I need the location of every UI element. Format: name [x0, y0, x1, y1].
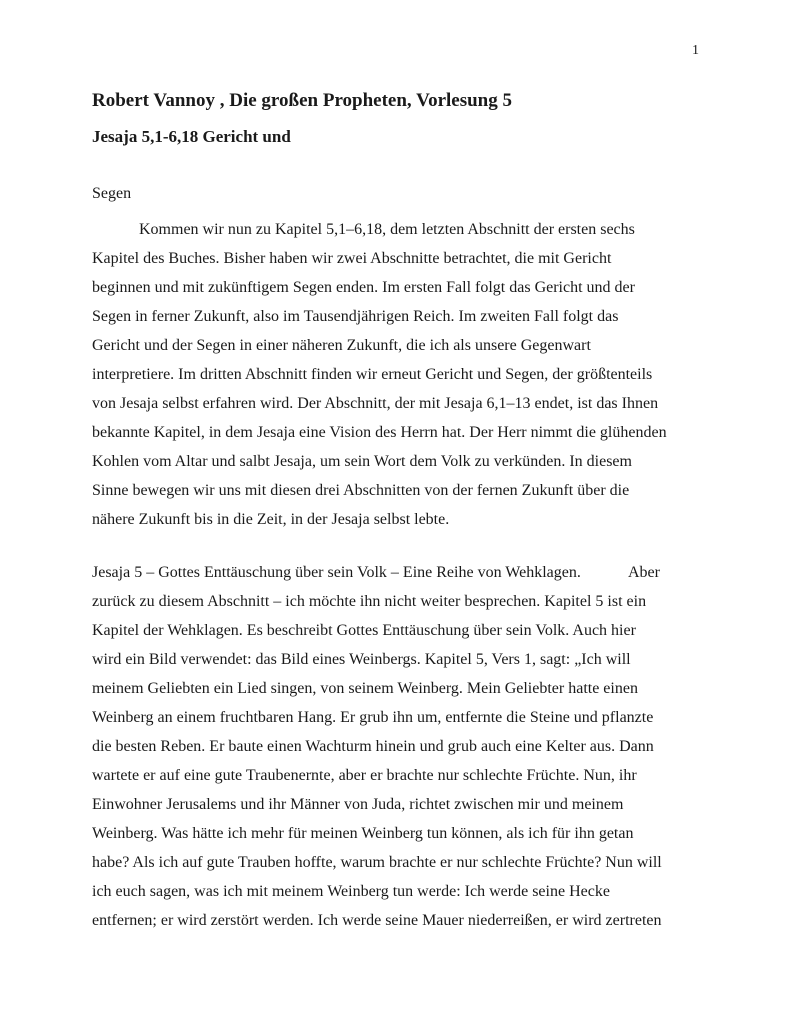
text-line: Weinberg an einem fruchtbaren Hang. Er grub ihn um, entfernte die Steine und pflanzte [92, 709, 654, 726]
text-line: ich euch sagen, was ich mit meinem Weinberg tun werde: Ich werde seine Hecke [92, 883, 610, 900]
text-line: nähere Zukunft bis in die Zeit, in der Jesaja selbst lebte. [92, 511, 450, 528]
text-line: habe? Als ich auf gute Trauben hoffte, warum brachte er nur schlechte Früchte? Nun will [92, 854, 662, 871]
text-line: wird ein Bild verwendet: das Bild eines Weinbergs. Kapitel 5, Vers 1, sagt: „Ich will [92, 651, 631, 668]
document-content [92, 0, 708, 935]
text-line: von Jesaja selbst erfahren wird. Der Abschnitt, der mit Jesaja 6,1–13 endet, ist das Ihnen [92, 395, 659, 412]
paragraph [92, 558, 708, 935]
text-line: interpretiere. Im dritten Abschnitt finden wir erneut Gericht und Segen, der größtenteils [92, 366, 653, 383]
text-line: die besten Reben. Er baute einen Wachturm hinein und grub auch eine Kelter aus. Dann [92, 738, 654, 755]
text-line: Kommen wir nun zu Kapitel 5,1–6,18, dem letzten Abschnitt der ersten sechs [139, 221, 635, 238]
text-line: wartete er auf eine gute Traubenernte, aber er brachte nur schlechte Früchte. Nun, ihr [92, 767, 637, 784]
text-line: Sinne bewegen wir uns mit diesen drei Abschnitten von der fernen Zukunft über die [92, 482, 630, 499]
document-subtitle: Jesaja 5,1-6,18 Gericht und [92, 127, 291, 146]
paragraph [92, 215, 708, 534]
text-line: Weinberg. Was hätte ich mehr für meinen Weinberg tun können, als ich für ihn getan [92, 825, 634, 842]
text-line: Kapitel des Buches. Bisher haben wir zwei Abschnitte betrachtet, die mit Gericht [92, 250, 612, 267]
page-number: 1 [692, 43, 699, 58]
text-line: Einwohner Jerusalems und ihr Männer von Juda, richtet zwischen mir und meinem [92, 796, 624, 813]
text-line: bekannte Kapitel, in dem Jesaja eine Vision des Herrn hat. Der Herr nimmt die glühenden [92, 424, 667, 441]
text-line: Gericht und der Segen in einer näheren Zukunft, die ich als unsere Gegenwart [92, 337, 591, 354]
text-line: beginnen und mit zukünftigem Segen enden. Im ersten Fall folgt das Gericht und der [92, 279, 635, 296]
text-line: Segen in ferner Zukunft, also im Tausendjährigen Reich. Im zweiten Fall folgt das [92, 308, 619, 325]
text-line: entfernen; er wird zerstört werden. Ich werde seine Mauer niederreißen, er wird zertreten [92, 912, 662, 929]
text-line: zurück zu diesem Abschnitt – ich möchte ihn nicht weiter besprechen. Kapitel 5 ist ein [92, 593, 647, 610]
document-title: Robert Vannoy , Die großen Propheten, Vorlesung 5 [92, 90, 512, 111]
text-line: Jesaja 5 – Gottes Enttäuschung über sein Volk – Eine Reihe von Wehklagen. Aber [92, 564, 660, 581]
subtitle-continuation-line: Segen [92, 185, 132, 202]
text-line: meinem Geliebten ein Lied singen, von seinem Weinberg. Mein Geliebter hatte einen [92, 680, 638, 697]
text-line: Kohlen vom Altar und salbt Jesaja, um sein Wort dem Volk zu verkünden. In diesem [92, 453, 632, 470]
document-body [92, 215, 708, 935]
text-line: Kapitel der Wehklagen. Es beschreibt Gottes Enttäuschung über sein Volk. Auch hier [92, 622, 636, 639]
